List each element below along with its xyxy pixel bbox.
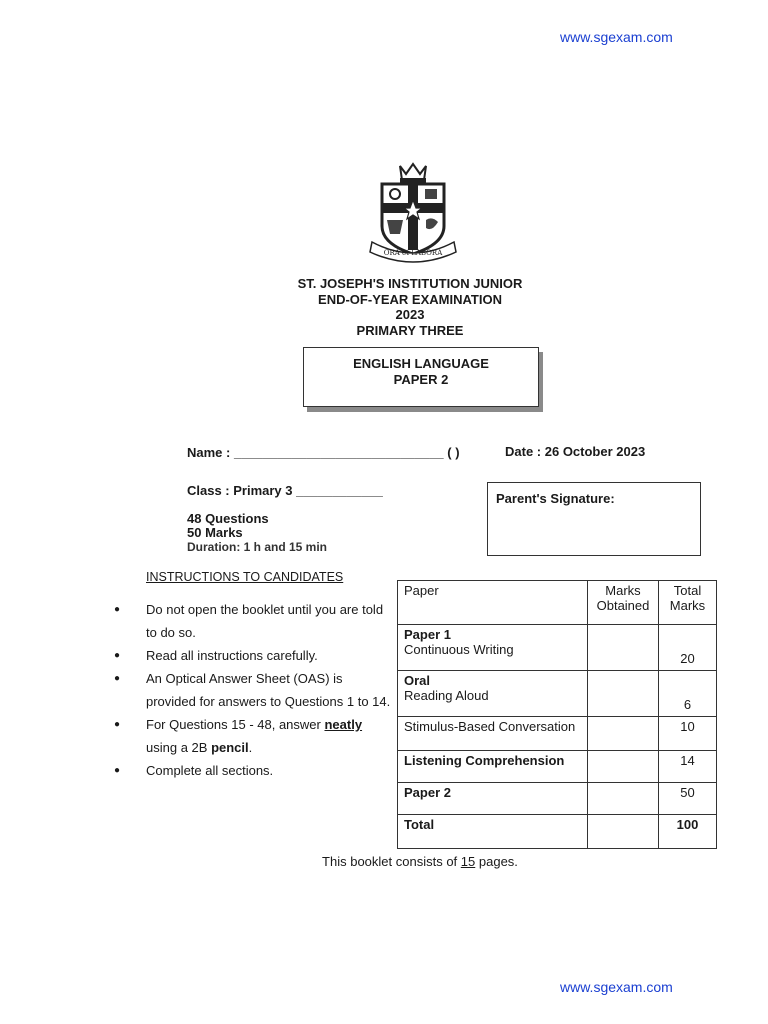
website-link-bottom[interactable]: www.sgexam.com <box>560 979 673 995</box>
class-blank[interactable]: ____________ <box>296 483 383 498</box>
header-paper: Paper <box>398 581 588 625</box>
row-section: Listening Comprehension <box>404 753 565 768</box>
subject-title: ENGLISH LANGUAGE <box>353 356 489 371</box>
table-row <box>398 751 717 783</box>
school-header <box>260 276 560 338</box>
marks-obtained-cell[interactable] <box>588 671 659 717</box>
duration: Duration: 1 h and 15 min <box>187 540 328 554</box>
question-count: 48 Questions <box>187 511 269 526</box>
name-label: Name : <box>187 445 231 460</box>
marks-table <box>397 580 717 849</box>
table-row <box>398 625 717 671</box>
list-item: ● Do not open the booklet until you are told to do so. <box>114 602 384 640</box>
marks-obtained-cell[interactable] <box>588 815 659 849</box>
list-item: ● Read all instructions carefully. <box>114 648 318 663</box>
row-total: 10 <box>659 717 717 751</box>
list-item: ● For Questions 15 - 48, answer neatly using a 2B pencil. <box>114 717 363 755</box>
table-row <box>398 783 717 815</box>
date-field <box>505 444 645 459</box>
class-label: Class : Primary 3 <box>187 483 293 498</box>
header-total-marks: Total Marks <box>659 581 717 625</box>
class-field[interactable] <box>187 483 383 498</box>
table-row <box>398 671 717 717</box>
list-item: ● Complete all sections. <box>114 763 274 778</box>
row-component: Reading Aloud <box>404 688 489 703</box>
row-total: 100 <box>659 815 717 849</box>
svg-text:ORA et LABORA: ORA et LABORA <box>383 249 443 257</box>
exam-summary <box>187 512 327 554</box>
row-total: 20 <box>659 625 717 671</box>
list-item: ● An Optical Answer Sheet (OAS) is provided for answers to Questions 1 to 14. <box>114 671 391 709</box>
date-value: 26 October 2023 <box>544 444 646 459</box>
row-component: Stimulus-Based Conversation <box>404 719 576 734</box>
exam-level: PRIMARY THREE <box>356 322 464 338</box>
paper-number: PAPER 2 <box>393 372 449 387</box>
date-label: Date : <box>505 444 542 459</box>
booklet-page-note: This booklet consists of 15 pages. <box>322 854 518 869</box>
row-total: 14 <box>659 751 717 783</box>
marks-obtained-cell[interactable] <box>588 783 659 815</box>
marks-obtained-cell[interactable] <box>588 717 659 751</box>
page-count: 15 <box>460 854 476 869</box>
marks-obtained-cell[interactable] <box>588 751 659 783</box>
row-section: Paper 2 <box>404 785 451 800</box>
website-link-top[interactable]: www.sgexam.com <box>560 29 673 45</box>
row-component: Continuous Writing <box>404 642 514 657</box>
header-marks-obtained: Marks Obtained <box>588 581 659 625</box>
row-section: Total <box>404 817 435 832</box>
school-crest-logo <box>360 160 466 266</box>
table-header-row <box>398 581 717 625</box>
paper-title-box <box>303 347 539 407</box>
table-row <box>398 717 717 751</box>
name-field[interactable] <box>187 445 460 460</box>
row-total: 50 <box>659 783 717 815</box>
instructions-list <box>112 598 392 782</box>
marks-obtained-cell[interactable] <box>588 625 659 671</box>
row-section: Oral <box>404 673 431 688</box>
school-name: ST. JOSEPH'S INSTITUTION JUNIOR <box>297 276 523 291</box>
total-marks: 50 Marks <box>187 525 243 540</box>
signature-label: Parent's Signature: <box>496 491 615 506</box>
exam-name: END-OF-YEAR EXAMINATION <box>318 291 502 307</box>
parent-signature-box[interactable] <box>487 482 701 556</box>
exam-year: 2023 <box>395 307 425 322</box>
name-blank[interactable]: _____________________________ ( ) <box>233 445 460 460</box>
instructions-heading: INSTRUCTIONS TO CANDIDATES <box>146 570 344 584</box>
row-total: 6 <box>659 671 717 717</box>
table-row <box>398 815 717 849</box>
row-section: Paper 1 <box>404 627 451 642</box>
